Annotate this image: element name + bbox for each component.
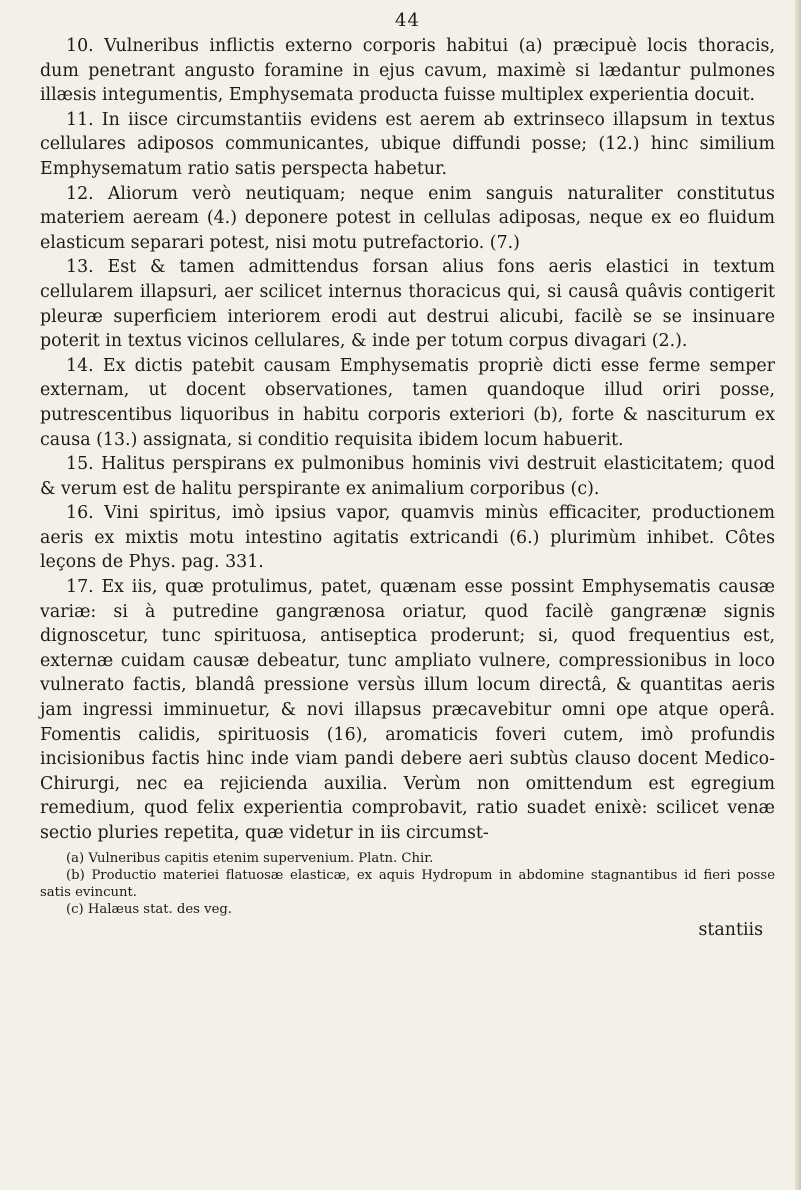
paragraph-11: 11. In iisce circumstantiis evidens est aerem ab extrinseco illapsum in textus cellulares adiposos communicantes, ubique diffundi posse; (12.) hinc similium Emphysematum ratio satis perspecta habetur. — [40, 109, 775, 179]
footnotes — [40, 850, 775, 918]
body-text — [40, 34, 775, 846]
page-edge — [795, 0, 801, 1190]
paragraph-10: 10. Vulneribus inflictis externo corporis habitui (a) præcipuè locis thoracis, dum penetrant angusto foramine in ejus cavum, maximè si lædantur pulmones illæsis integumentis, Emphysemata producta fuisse multiplex experientia docuit. — [40, 36, 775, 106]
paragraph-12: 12. Aliorum verò neutiquam; neque enim sanguis naturaliter constitutus materiem aeream (4.) deponere potest in cellulas adiposas, neque ex eo fluidum elasticum separari potest, nisi motu putrefactorio. (7.) — [40, 183, 775, 253]
paragraph-13: 13. Est & tamen admittendus forsan alius fons aeris elastici in textum cellularem illapsuri, aer scilicet internus thoracicus qui, si causâ quâvis contigerit pleuræ superficiem interiorem erodi aut destrui alicubi, facilè se se insinuare poterit in textus vicinos cellulares, & inde per totum corpus divagari (2.). — [40, 257, 775, 352]
footnote-c: (c) Halæus stat. des veg. — [66, 901, 233, 917]
catchword: stantiis — [698, 919, 763, 940]
paragraph-16: 16. Vini spiritus, imò ipsius vapor, quamvis minùs efficaciter, productionem aeris ex mixtis motu intestino agitatis extricandi (6.) plurimùm inhibet. Côtes leçons de Phys. pag. 331. — [40, 503, 775, 573]
paragraph-15: 15. Halitus perspirans ex pulmonibus hominis vivi destruit elasticitatem; quod & verum est de halitu perspirante ex animalium corporibus (c). — [40, 454, 775, 499]
paragraph-14: 14. Ex dictis patebit causam Emphysematis propriè dicti esse ferme semper externam, ut docent observationes, tamen quandoque illud oriri posse, putrescentibus liquoribus in habitu corporis exteriori (b), forte & nasciturum ex causa (13.) assignata, si conditio requisita ibidem locum habuerit. — [40, 355, 775, 450]
paragraph-17: 17. Ex iis, quæ protulimus, patet, quænam esse possint Emphysematis causæ variæ: si à putredine gangrænosa oriatur, quod facilè gangrænæ signis dignoscetur, tunc spirituosa, antiseptica proderunt; si, quod frequentius est, externæ cuidam causæ debeatur, tunc ampliato vulnere, compressionibus in loco vulnerato factis, blandâ pressione versùs illum locum directâ, & quantitas aeris jam ingressi imminuetur, & novi illapsus præcavebitur omni ope atque operâ. Fomentis calidis, spirituosis (16), aromaticis foveri cutem, imò profundis incisionibus factis hinc inde viam pandi debere aeri subtùs clauso docent Medico-Chirurgi, nec ea rejicienda auxilia. Verùm non omittendum est egregium remedium, quod felix experientia comprobavit, ratio suadet enixè: scilicet venæ sectio pluries repetita, quæ videtur in iis circumst- — [40, 577, 775, 843]
footnote-a: (a) Vulneribus capitis etenim supervenium. Platn. Chir. — [66, 850, 434, 866]
page-number: 44 — [395, 10, 420, 31]
footnote-b: (b) Productio materiei flatuosæ elasticæ, ex aquis Hydropum in abdomine stagnantibus id fieri posse satis evincunt. — [40, 867, 775, 900]
